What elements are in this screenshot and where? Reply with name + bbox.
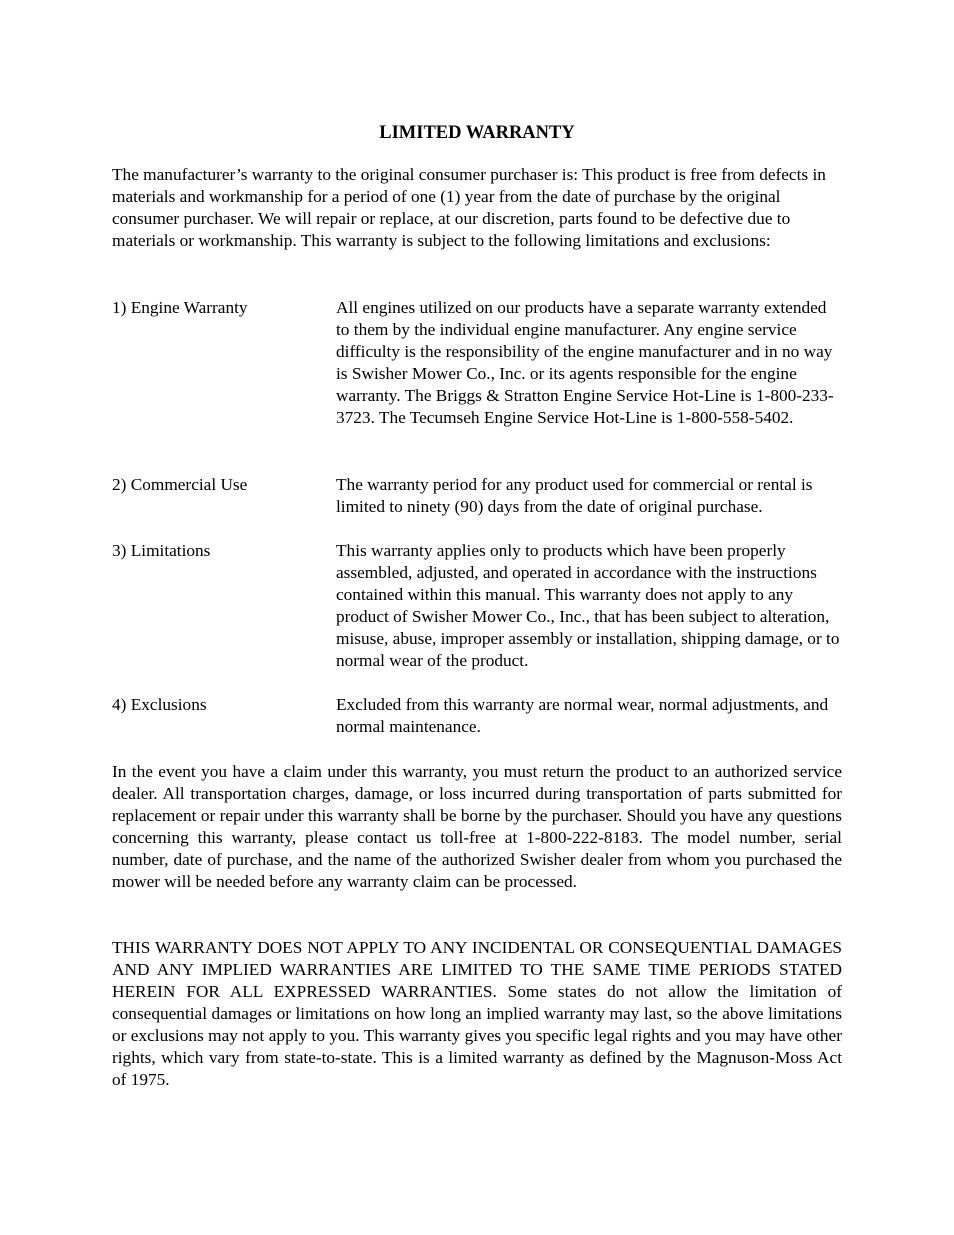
disclaimer-paragraph: THIS WARRANTY DOES NOT APPLY TO ANY INCIDENTAL OR CONSEQUENTIAL DAMAGES AND ANY IMPLIED WARRANTIES ARE LIMITED TO THE SAME TIME PERIODS STATED HEREIN FOR ALL EXPRESSED WARRANTIES. Some states do not allow the limitation of consequential damages or limitations on how long an implied warranty may last, so the above limitations or exclusions may not apply to you. This warranty gives you specific legal rights and you may have other rights, which vary from state-to-state. This is a limited warranty as defined by the Magnuson-Moss Act of 1975. bbox=[112, 938, 842, 1089]
item-label: 3) Limitations bbox=[112, 541, 211, 560]
intro-paragraph: The manufacturer’s warranty to the original consumer purchaser is: This product is free from defects in materials and workmanship for a period of one (1) year from the date of purchase by the original consumer purchaser. We will repair or replace, at our discretion, parts found to be defective due to materials or workmanship. This warranty is subject to the following limitations and exclusions: bbox=[112, 165, 826, 250]
item-label: 1) Engine Warranty bbox=[112, 298, 248, 317]
item-label: 2) Commercial Use bbox=[112, 475, 248, 494]
item-text: This warranty applies only to products which have been properly assembled, adjusted, and operated in accordance with the instructions contained within this manual. This warranty does not apply to any product of Swisher Mower Co., Inc., that has been subject to alteration, misuse, abuse, improper assembly or installation, shipping damage, or to normal wear of the product. bbox=[336, 541, 840, 670]
item-text: All engines utilized on our products have a separate warranty extended to them by the individual engine manufacturer. Any engine service difficulty is the responsibility of the engine manufacturer and in no way is Swisher Mower Co., Inc. or its agents responsible for the engine warranty. The Briggs & Stratton Engine Service Hot-Line is 1-800-233-3723. The Tecumseh Engine Service Hot-Line is 1-800-558-5402. bbox=[336, 298, 834, 427]
page-title: LIMITED WARRANTY bbox=[379, 123, 575, 143]
claim-paragraph: In the event you have a claim under this warranty, you must return the product to an authorized service dealer. All transportation charges, damage, or loss incurred during transportation of parts submitted for replacement or repair under this warranty shall be borne by the purchaser. Should you have any questions concerning this warranty, please contact us toll-free at 1-800-222-8183. The model number, serial number, date of purchase, and the name of the authorized Swisher dealer from whom you purchased the mower will be needed before any warranty claim can be processed. bbox=[112, 762, 842, 891]
item-text: Excluded from this warranty are normal wear, normal adjustments, and normal maintenance. bbox=[336, 695, 829, 736]
item-text: The warranty period for any product used for commercial or rental is limited to ninety (90) days from the date of original purchase. bbox=[336, 475, 813, 516]
item-label: 4) Exclusions bbox=[112, 695, 207, 714]
